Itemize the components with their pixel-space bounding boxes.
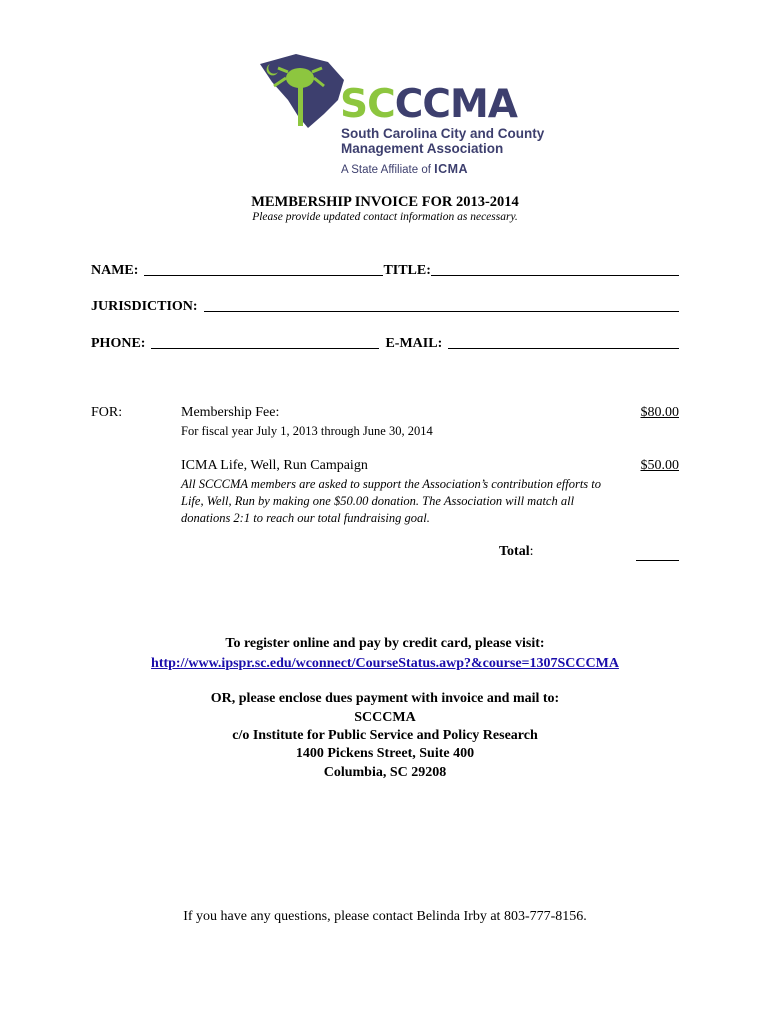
phone-email-row — [91, 332, 679, 352]
logo-wordmark — [340, 84, 517, 126]
mail-payment-heading: OR, please enclose dues payment with invoice and mail to: — [210, 691, 560, 706]
logo-wordmark-sc: SC — [340, 82, 395, 127]
address-line-1: SCCCMA — [354, 710, 416, 725]
logo-affiliate-prefix: A State Affiliate of — [341, 164, 431, 176]
email-input-line[interactable] — [448, 347, 679, 349]
email-label: E-MAIL: — [385, 336, 443, 351]
total-label-colon: : — [529, 544, 534, 559]
jurisdiction-label: JURISDICTION: — [91, 299, 198, 314]
jurisdiction-row — [91, 295, 679, 315]
membership-fee-description: For fiscal year July 1, 2013 through June 30, 2014 — [181, 424, 433, 438]
total-input-line[interactable] — [636, 560, 679, 561]
total-label-text: Total — [499, 544, 530, 559]
campaign-description-line-3: donations 2:1 to reach our total fundraising goal. — [181, 511, 430, 525]
campaign-price: $50.00 — [640, 458, 679, 473]
name-label: NAME: — [91, 263, 139, 278]
total-label — [499, 544, 534, 560]
membership-fee-price: $80.00 — [640, 405, 679, 420]
payment-url-link[interactable]: http://www.ipspr.sc.edu/wconnect/CourseStatus.awp?&course=1307SCCCMA — [151, 656, 619, 671]
campaign-description-line-2: Life, Well, Run by making one $50.00 donation. The Association will match all — [181, 494, 575, 508]
address-line-4: Columbia, SC 29208 — [323, 765, 447, 780]
logo-org-line-2: Management Association — [341, 141, 504, 156]
phone-input-line[interactable] — [151, 347, 379, 349]
contact-note: If you have any questions, please contact Belinda Irby at 803-777-8156. — [183, 909, 587, 924]
membership-fee-title: Membership Fee: — [181, 405, 280, 420]
online-payment-heading: To register online and pay by credit card, please visit: — [225, 636, 545, 651]
title-input-line[interactable] — [431, 274, 679, 276]
logo-wordmark-ccma: CCMA — [394, 82, 517, 127]
payment-url-wrap — [0, 654, 770, 672]
phone-label: PHONE: — [91, 336, 146, 351]
name-title-row — [91, 259, 679, 279]
invoice-title: MEMBERSHIP INVOICE FOR 2013-2014 — [251, 194, 519, 210]
address-line-2: c/o Institute for Public Service and Policy Research — [232, 728, 538, 743]
address-line-3: 1400 Pickens Street, Suite 400 — [295, 746, 475, 761]
logo-affiliate — [341, 162, 468, 176]
campaign-title: ICMA Life, Well, Run Campaign — [181, 458, 368, 473]
icma-logo-text: ICMA — [434, 162, 469, 176]
invoice-subtitle: Please provide updated contact information as necessary. — [252, 211, 518, 223]
title-label: TITLE: — [383, 263, 431, 278]
name-input-line[interactable] — [144, 274, 383, 276]
jurisdiction-input-line[interactable] — [204, 310, 679, 312]
campaign-description-line-1: All SCCCMA members are asked to support the Association’s contribution efforts to — [181, 477, 602, 491]
logo-org-line-1: South Carolina City and County — [341, 126, 545, 141]
for-label: FOR: — [91, 405, 123, 420]
